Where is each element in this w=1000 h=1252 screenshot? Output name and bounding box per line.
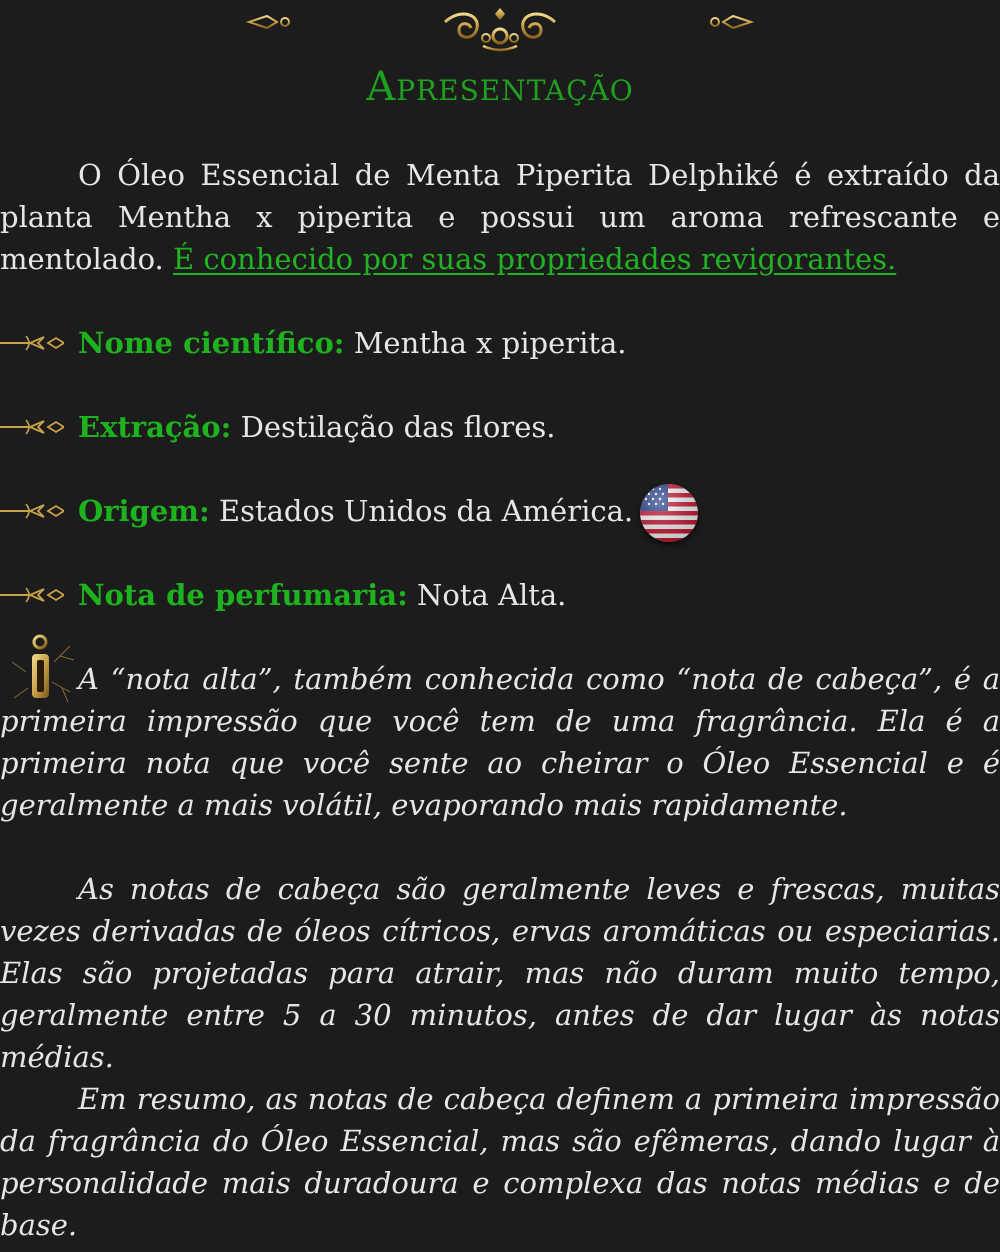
note-paragraph-1: A “nota alta”, também conhecida como “nota de cabeça”, é a primeira impressão que você tem de uma fragrância. Ela é a primeira nota que você sente ao cheirar o Óleo Essencial e é geralmente a mais volátil, evaporando mais rapidamente. <box>0 662 1000 822</box>
bullet-value: Mentha x piperita. <box>344 326 627 360</box>
bullet-label: Extração: <box>78 410 232 444</box>
bullet-origin <box>0 490 1000 532</box>
bullet-label: Nota de perfumaria: <box>78 578 408 612</box>
arrow-ornament-icon <box>0 500 64 522</box>
bullet-label: Origem: <box>78 494 210 528</box>
bullet-scientific-name <box>0 322 1000 364</box>
bullet-value: Nota Alta. <box>407 578 567 612</box>
arrow-ornament-icon <box>0 416 64 438</box>
bullet-value: Estados Unidos da América. <box>209 494 634 528</box>
intro-paragraph <box>0 154 1000 280</box>
bullet-perfumery-note <box>0 574 1000 616</box>
usa-flag-icon <box>640 484 698 542</box>
intro-link[interactable]: É conhecido por suas propriedades revigorantes. <box>172 242 897 276</box>
bullet-extraction <box>0 406 1000 448</box>
intro-text: O Óleo Essencial de Menta Piperita Delphiké é extraído da planta Mentha x piperita e possui um aroma refrescante e mentolado. <box>0 158 1000 276</box>
arrow-ornament-icon <box>0 332 64 354</box>
note-paragraph-3: Em resumo, as notas de cabeça definem a primeira impressão da fragrância do Óleo Essencial, mas são efêmeras, dando lugar à personalidade mais duradoura e complexa das notas médias e de base. <box>0 1082 1000 1242</box>
ornament-divider-icon <box>245 6 755 56</box>
bullet-value: Destilação das flores. <box>231 410 556 444</box>
page-title: Apresentação <box>366 64 634 110</box>
arrow-ornament-icon <box>0 584 64 606</box>
note-paragraph-2: As notas de cabeça são geralmente leves e frescas, muitas vezes derivadas de óleos cítricos, ervas aromáticas ou especiarias. Elas são projetadas para atrair, mas não duram muito tempo, geralmente entre 5 a 30 minutos, antes de dar lugar às notas médias. <box>0 872 1000 1074</box>
bullet-label: Nome científico: <box>78 326 345 360</box>
